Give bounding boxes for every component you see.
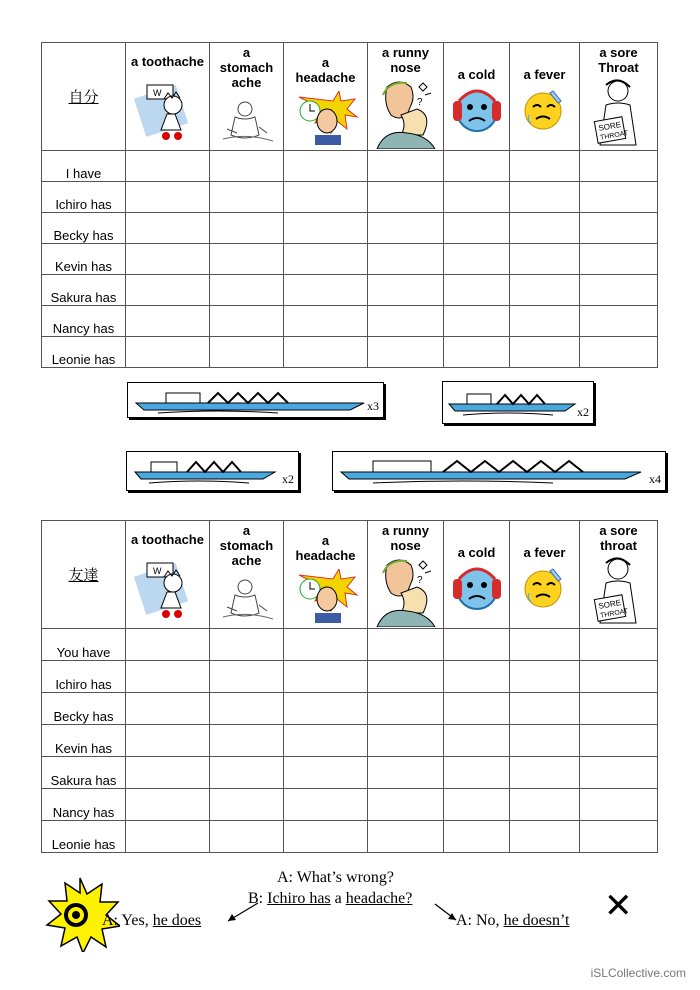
header-label: a headache — [295, 55, 356, 85]
answer-cell[interactable] — [444, 725, 510, 757]
answer-cell[interactable] — [126, 182, 210, 213]
sore-throat-icon — [590, 557, 648, 625]
answer-cell[interactable] — [580, 182, 658, 213]
fever-icon — [523, 565, 567, 609]
answer-cell[interactable] — [368, 725, 444, 757]
answer-cell[interactable] — [126, 629, 210, 661]
svg-text:SORE: SORE — [597, 120, 622, 133]
answer-cell[interactable] — [284, 725, 368, 757]
answer-cell[interactable] — [126, 244, 210, 275]
answer-cell[interactable] — [368, 275, 444, 306]
no-prefix: A: No, — [456, 912, 504, 929]
header-label: a cold — [457, 67, 496, 82]
answer-cell[interactable] — [284, 661, 368, 693]
header-toothache — [126, 521, 210, 629]
sore-throat-icon — [590, 79, 648, 147]
b-mid: a — [330, 890, 346, 907]
answer-cell[interactable] — [510, 213, 580, 244]
answer-cell[interactable] — [284, 693, 368, 725]
answer-cell[interactable] — [580, 693, 658, 725]
ship-card — [127, 382, 384, 418]
svg-text:THROAT: THROAT — [599, 129, 629, 142]
answer-cell[interactable] — [284, 789, 368, 821]
answer-cell[interactable] — [510, 306, 580, 337]
table-title: 自分 — [68, 88, 99, 106]
ship-multiplier: x2 — [282, 472, 294, 486]
answer-cell[interactable] — [580, 661, 658, 693]
answer-cell[interactable] — [368, 213, 444, 244]
answer-cell[interactable] — [284, 757, 368, 789]
answer-cell[interactable] — [368, 151, 444, 182]
answer-cell[interactable] — [510, 151, 580, 182]
answer-cell[interactable] — [210, 821, 284, 853]
svg-text:THROAT: THROAT — [599, 607, 629, 620]
answer-cell[interactable] — [510, 337, 580, 368]
wrong-x-icon: ✕ — [604, 886, 633, 926]
runny-nose-icon — [373, 553, 439, 627]
header-row — [42, 43, 658, 151]
header-label: a runny nose — [382, 523, 429, 553]
answer-cell[interactable] — [210, 337, 284, 368]
b-prefix: B: — [248, 890, 268, 907]
row-label: Nancy has — [42, 789, 126, 821]
answer-cell[interactable] — [444, 693, 510, 725]
ailment-table-self — [41, 42, 658, 368]
header-headache — [284, 43, 368, 151]
row-label: Kevin has — [42, 725, 126, 757]
headache-icon — [293, 91, 359, 147]
answer-cell[interactable] — [126, 661, 210, 693]
fever-icon — [523, 87, 567, 131]
answer-cell[interactable] — [210, 213, 284, 244]
answer-cell[interactable] — [210, 182, 284, 213]
headache-icon — [293, 569, 359, 625]
answer-cell[interactable] — [210, 789, 284, 821]
row-label: Leonie has — [42, 337, 126, 368]
header-cold — [444, 521, 510, 629]
answer-cell[interactable] — [210, 757, 284, 789]
question-text: A: What’s wrong? — [277, 869, 395, 886]
header-runny-nose — [368, 43, 444, 151]
stomach-ache-icon — [215, 99, 279, 147]
dialog-yes-answer — [102, 912, 201, 930]
b-name: Ichiro has — [267, 890, 331, 907]
answer-cell[interactable] — [444, 151, 510, 182]
header-label: a runny nose — [382, 45, 429, 75]
answer-cell[interactable] — [368, 629, 444, 661]
answer-cell[interactable] — [126, 306, 210, 337]
answer-cell[interactable] — [444, 306, 510, 337]
header-fever — [510, 43, 580, 151]
row-label: Becky has — [42, 213, 126, 244]
answer-cell[interactable] — [580, 213, 658, 244]
header-stomach-ache — [210, 521, 284, 629]
answer-cell[interactable] — [126, 693, 210, 725]
answer-cell[interactable] — [126, 725, 210, 757]
answer-cell[interactable] — [444, 337, 510, 368]
answer-cell[interactable] — [368, 757, 444, 789]
answer-cell[interactable] — [368, 306, 444, 337]
table-title: 友達 — [68, 566, 99, 584]
svg-text:?: ? — [416, 97, 423, 108]
header-label: a toothache — [131, 532, 204, 547]
answer-cell[interactable] — [210, 275, 284, 306]
ailment-table-friend — [41, 520, 658, 853]
answer-cell[interactable] — [580, 151, 658, 182]
ship-card — [126, 451, 299, 491]
ship-card — [442, 381, 594, 424]
header-label: a sore Throat — [598, 45, 639, 75]
answer-cell[interactable] — [284, 182, 368, 213]
svg-text:SORE: SORE — [597, 598, 622, 611]
answer-cell[interactable] — [210, 693, 284, 725]
answer-cell[interactable] — [210, 661, 284, 693]
runny-nose-icon — [373, 75, 439, 149]
answer-cell[interactable] — [580, 821, 658, 853]
header-label: a toothache — [131, 54, 204, 69]
no-answer: he doesn’t — [503, 912, 570, 929]
svg-text:W: W — [152, 88, 161, 98]
answer-cell[interactable] — [510, 661, 580, 693]
answer-cell[interactable] — [580, 629, 658, 661]
answer-cell[interactable] — [126, 821, 210, 853]
toothache-icon — [133, 81, 203, 143]
answer-cell[interactable] — [210, 306, 284, 337]
answer-cell[interactable] — [284, 306, 368, 337]
answer-cell[interactable] — [510, 725, 580, 757]
ship-icon — [443, 382, 593, 423]
answer-cell[interactable] — [510, 757, 580, 789]
row-label: I have — [42, 151, 126, 182]
b-ailment: headache? — [345, 890, 413, 907]
answer-cell[interactable] — [284, 337, 368, 368]
answer-cell[interactable] — [368, 182, 444, 213]
answer-cell[interactable] — [284, 151, 368, 182]
answer-cell[interactable] — [284, 821, 368, 853]
answer-cell[interactable] — [126, 275, 210, 306]
row-label: Ichiro has — [42, 182, 126, 213]
header-runny-nose — [368, 521, 444, 629]
row-label: Sakura has — [42, 757, 126, 789]
row-label: Nancy has — [42, 306, 126, 337]
answer-cell[interactable] — [126, 213, 210, 244]
answer-cell[interactable] — [510, 244, 580, 275]
answer-cell[interactable] — [580, 725, 658, 757]
header-label: a headache — [295, 533, 356, 563]
answer-cell[interactable] — [444, 789, 510, 821]
answer-cell[interactable] — [580, 306, 658, 337]
header-label: a fever — [523, 67, 566, 82]
ship-icon — [127, 452, 298, 490]
answer-cell[interactable] — [444, 629, 510, 661]
watermark: iSLCollective.com — [590, 966, 686, 980]
answer-cell[interactable] — [580, 244, 658, 275]
answer-cell[interactable] — [444, 244, 510, 275]
answer-cell[interactable] — [510, 182, 580, 213]
answer-cell[interactable] — [284, 629, 368, 661]
dialog-b-line — [248, 890, 412, 908]
answer-cell[interactable] — [444, 821, 510, 853]
row-label: Becky has — [42, 693, 126, 725]
answer-cell[interactable] — [368, 337, 444, 368]
svg-text:?: ? — [416, 575, 423, 586]
answer-cell[interactable] — [284, 275, 368, 306]
answer-cell[interactable] — [444, 213, 510, 244]
toothache-icon — [133, 559, 203, 621]
answer-cell[interactable] — [126, 151, 210, 182]
header-stomach-ache — [210, 43, 284, 151]
answer-cell[interactable] — [368, 661, 444, 693]
header-label: a fever — [523, 545, 566, 560]
answer-cell[interactable] — [210, 725, 284, 757]
answer-cell[interactable] — [444, 275, 510, 306]
ship-multiplier: x3 — [367, 399, 379, 413]
answer-cell[interactable] — [510, 275, 580, 306]
table-title-cell — [42, 43, 126, 151]
answer-cell[interactable] — [368, 821, 444, 853]
header-row — [42, 521, 658, 629]
answer-cell[interactable] — [444, 182, 510, 213]
ship-card — [332, 451, 666, 491]
row-label: Leonie has — [42, 821, 126, 853]
dialog-question — [277, 869, 394, 887]
ship-icon — [128, 383, 383, 417]
svg-text:W: W — [152, 566, 161, 576]
row-label: Kevin has — [42, 244, 126, 275]
header-label: a cold — [457, 545, 496, 560]
header-headache — [284, 521, 368, 629]
answer-cell[interactable] — [510, 629, 580, 661]
yes-prefix: A: Yes, — [102, 912, 153, 929]
answer-cell[interactable] — [126, 789, 210, 821]
answer-cell[interactable] — [368, 693, 444, 725]
answer-cell[interactable] — [580, 757, 658, 789]
answer-cell[interactable] — [126, 757, 210, 789]
header-cold — [444, 43, 510, 151]
arrow-left-icon — [224, 902, 260, 924]
cold-icon — [453, 87, 501, 135]
header-toothache — [126, 43, 210, 151]
answer-cell[interactable] — [510, 821, 580, 853]
answer-cell[interactable] — [126, 337, 210, 368]
row-label: Ichiro has — [42, 661, 126, 693]
cold-icon — [453, 565, 501, 613]
header-sore-throat — [580, 521, 658, 629]
stomach-ache-icon — [215, 577, 279, 625]
ship-multiplier: x2 — [577, 405, 589, 419]
ship-icon — [333, 452, 665, 490]
answer-cell[interactable] — [580, 789, 658, 821]
row-label: You have — [42, 629, 126, 661]
answer-cell[interactable] — [284, 244, 368, 275]
answer-cell[interactable] — [210, 244, 284, 275]
answer-cell[interactable] — [444, 757, 510, 789]
answer-cell[interactable] — [510, 693, 580, 725]
header-sore-throat — [580, 43, 658, 151]
table-title-cell — [42, 521, 126, 629]
answer-cell[interactable] — [580, 337, 658, 368]
yes-answer: he does — [152, 912, 202, 929]
answer-cell[interactable] — [284, 213, 368, 244]
answer-cell[interactable] — [368, 789, 444, 821]
header-label: a stomach ache — [219, 45, 274, 90]
answer-cell[interactable] — [580, 275, 658, 306]
row-label: Sakura has — [42, 275, 126, 306]
dialog-no-answer — [456, 912, 569, 930]
answer-cell[interactable] — [444, 661, 510, 693]
answer-cell[interactable] — [210, 629, 284, 661]
answer-cell[interactable] — [510, 789, 580, 821]
header-label: a sore throat — [599, 523, 638, 553]
answer-cell[interactable] — [210, 151, 284, 182]
answer-cell[interactable] — [368, 244, 444, 275]
header-label: a stomach ache — [219, 523, 274, 568]
header-fever — [510, 521, 580, 629]
ship-multiplier: x4 — [649, 472, 661, 486]
